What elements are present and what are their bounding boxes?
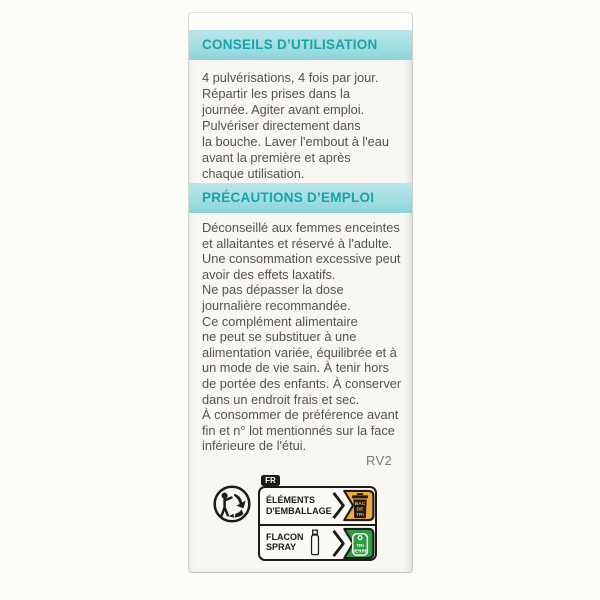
precautions-text	[202, 220, 401, 454]
usage-section-header	[189, 30, 412, 60]
precautions-text-line: un mode de vie sain. À tenir hors	[202, 360, 390, 376]
glass-badge-text: VERRE	[352, 547, 369, 553]
sorting-info-table	[258, 486, 377, 561]
precautions-text-line: journalière recommandée.	[202, 297, 351, 313]
spray-bottle-label-line: SPRAY	[266, 542, 297, 553]
usage-text-line: 4 pulvérisations, 4 fois par jour.	[202, 70, 379, 85]
usage-text	[202, 70, 389, 182]
usage-section-title: CONSEILS D’UTILISATION	[202, 37, 378, 52]
usage-text-line: la bouche. Laver l'embout à l'eau	[202, 134, 390, 149]
precautions-text-line: Déconseillé aux femmes enceintes	[202, 220, 400, 235]
sorting-bin-badge	[330, 489, 376, 522]
bin-badge-text: TRI	[356, 512, 364, 518]
precautions-text-line: Ce complément alimentaire	[202, 313, 358, 329]
precautions-text-line: Une consommation excessive peut	[202, 251, 401, 267]
precautions-text-line: fin et n° lot mentionnés sur la face	[202, 422, 395, 438]
precautions-text-line: et allaitantes et réservé à l'adulte.	[202, 235, 393, 251]
precautions-text-line: alimentation variée, équilibrée et à	[202, 344, 397, 360]
glass-badge-text: TRI	[356, 542, 364, 548]
spray-bottle-icon	[309, 529, 321, 556]
glass-sorting-badge	[330, 527, 376, 560]
box-top-fold	[189, 13, 412, 31]
packaging-label-line: D'EMBALLAGE	[266, 505, 332, 516]
sorting-row-spray-bottle	[260, 524, 375, 560]
packaging-label	[266, 495, 332, 516]
precautions-text-line: ne peut se substituer à une	[202, 329, 357, 345]
precautions-text-line: inférieure de l'étui.	[202, 438, 307, 454]
precautions-text-line: dans un endroit frais et sec.	[202, 391, 360, 407]
precautions-section-title: PRÉCAUTIONS D’EMPLOI	[202, 190, 375, 205]
triman-logo-icon	[212, 484, 252, 524]
product-box-back-panel	[189, 13, 412, 572]
sorting-row-packaging	[260, 488, 375, 524]
packaging-label-line: ÉLÉMENTS	[266, 495, 316, 506]
bin-badge-text: BAC	[354, 502, 366, 508]
country-tag: FR	[261, 475, 280, 486]
usage-text-line: journée. Agiter avant emploi.	[202, 102, 365, 117]
precautions-section-header	[189, 183, 412, 213]
precautions-text-line: avoir des effets laxatifs.	[202, 266, 336, 282]
usage-text-line: Pulvériser directement dans	[202, 118, 361, 133]
spray-bottle-label	[266, 532, 304, 553]
usage-text-line: Répartir les prises dans la	[202, 86, 350, 101]
usage-text-line: chaque utilisation.	[202, 166, 305, 181]
spray-bottle-label-line: FLACON	[266, 531, 304, 542]
ref-code: RV2	[366, 453, 392, 468]
trash-bin-icon	[352, 493, 368, 518]
precautions-text-line: À consommer de préférence avant	[202, 407, 399, 423]
precautions-text-line: de portée des enfants. À conserver	[202, 375, 402, 391]
bin-badge-text: DE	[356, 507, 364, 513]
precautions-text-line: Ne pas dépasser la dose	[202, 282, 344, 298]
usage-text-line: avant la première et après	[202, 150, 351, 165]
